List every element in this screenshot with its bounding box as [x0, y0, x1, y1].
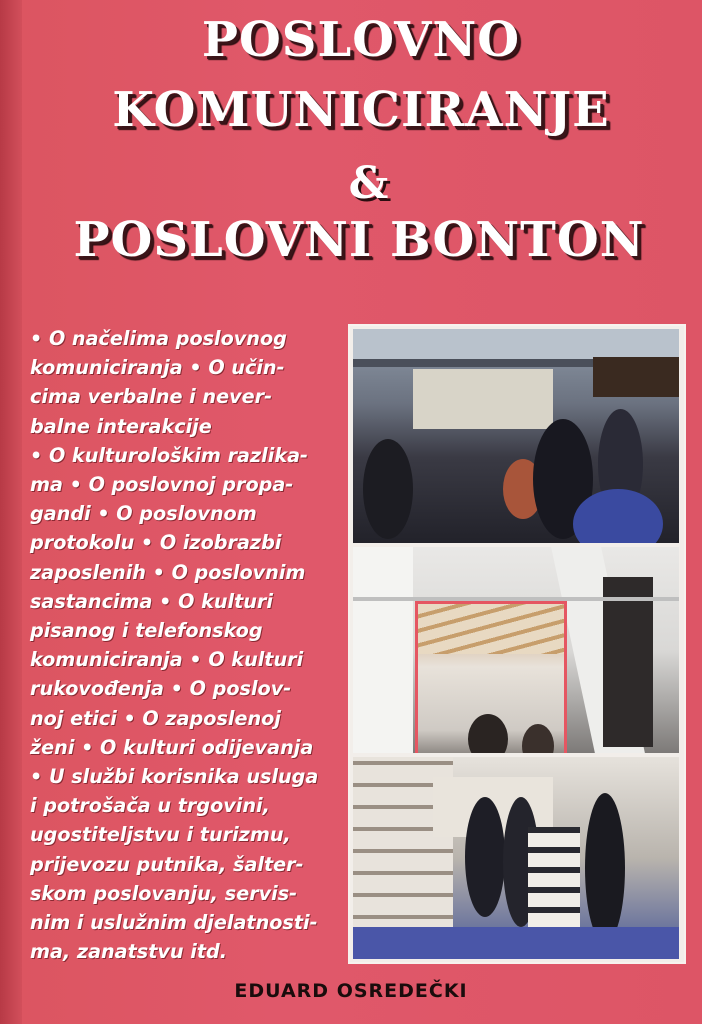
title-ampersand: & — [348, 158, 390, 209]
blurb-line: ma, zanatstvu itd. — [30, 940, 228, 964]
photo-trade-fair — [353, 329, 679, 543]
stand — [413, 369, 553, 429]
blurb-line: gandi • O poslovnom — [30, 502, 257, 526]
blurb-line: komuniciranja • O kulturi — [30, 648, 304, 672]
title-line-1: POSLOVNO — [201, 12, 521, 68]
topics-blurb — [30, 324, 330, 966]
blurb-line: komuniciranja • O učin- — [30, 356, 285, 380]
title-line-3: POSLOVNI BONTON — [73, 212, 645, 268]
blurb-line: zaposlenih • O poslovnim — [30, 560, 306, 584]
spine-edge — [0, 0, 22, 1024]
person-silhouette — [522, 724, 554, 753]
ceiling-slats — [418, 604, 564, 654]
crowd-on-stairs — [603, 577, 653, 747]
blurb-line: nim i uslužnim djelatnosti- — [30, 911, 318, 935]
title-line-2: KOMUNICIRANJE — [112, 82, 610, 138]
blurb-line: i potrošača u trgovini, — [30, 794, 270, 818]
photo-inset-lobby — [415, 601, 567, 753]
blurb-line: ma • O poslovnoj propa- — [30, 473, 294, 497]
blurb-line: cima verbalne i never- — [30, 385, 273, 409]
blurb-line: protokolu • O izobrazbi — [30, 531, 282, 555]
blurb-line: • U službi korisnika usluga — [30, 765, 319, 789]
ceiling — [353, 329, 679, 359]
blurb-line: prijevozu putnika, šalter- — [30, 852, 304, 876]
person-silhouette — [363, 439, 413, 539]
blurb-line: noj etici • O zaposlenoj — [30, 706, 281, 730]
blurb-line: • O kulturološkim razlika- — [30, 443, 309, 467]
photo-atrium — [353, 547, 679, 753]
author-name: EDUARD OSREDEČKI — [234, 980, 468, 1002]
person-silhouette — [468, 714, 508, 753]
blurb-line: • O načelima poslovnog — [30, 327, 287, 350]
blurb-line: skom poslovanju, servis- — [30, 881, 298, 905]
blurb-line: pisanog i telefonskog — [30, 619, 263, 643]
person-silhouette — [585, 793, 625, 943]
sign — [593, 357, 679, 397]
blurb-line: ženi • O kulturi odijevanja — [30, 735, 314, 759]
blurb-line: ugostiteljstvu i turizmu, — [30, 823, 291, 847]
blue-floor — [353, 927, 679, 959]
person-silhouette — [465, 797, 505, 917]
blurb-line: balne interakcije — [30, 414, 212, 438]
blurb-line: sastancima • O kulturi — [30, 589, 273, 613]
photo-collage — [348, 324, 686, 964]
blurb-line: rukovođenja • O poslov- — [30, 677, 292, 701]
photo-shop-interior — [353, 757, 679, 959]
wall — [353, 547, 413, 753]
